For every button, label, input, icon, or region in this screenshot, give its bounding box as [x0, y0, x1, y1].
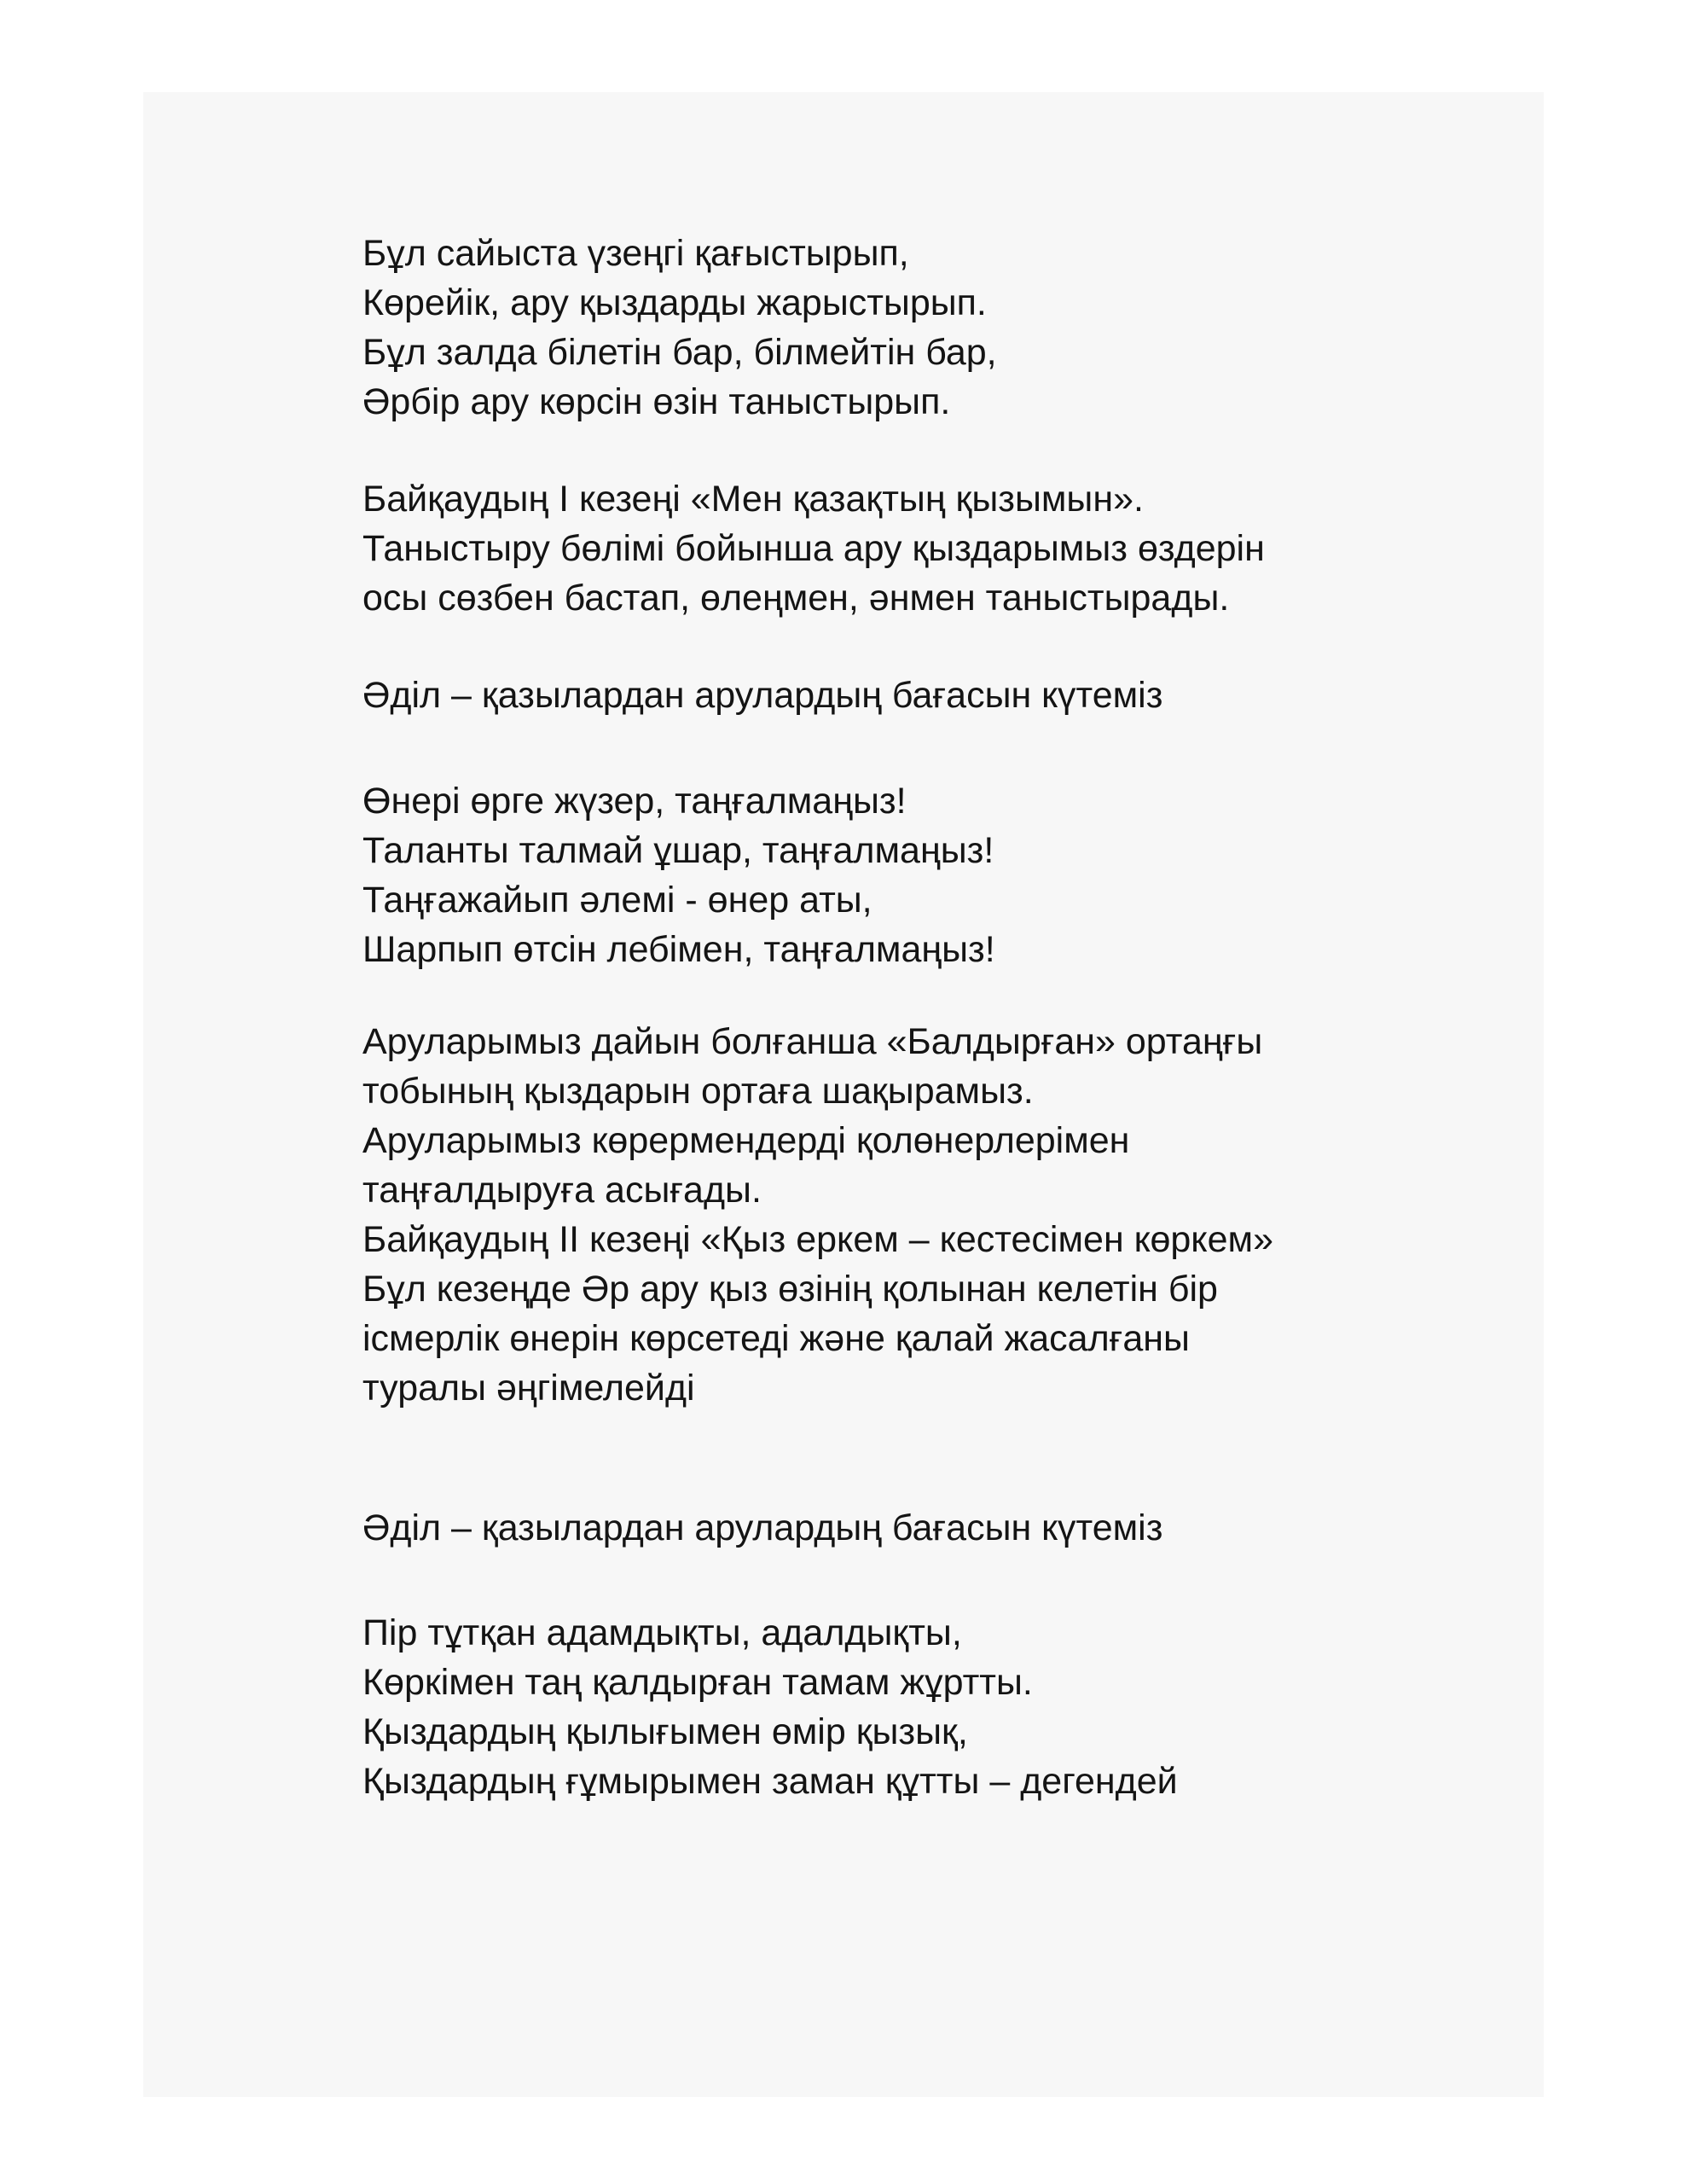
text-line: Шарпып өтсін лебімен, таңғалмаңыз! [362, 929, 995, 970]
text-line: Байқаудың ІІ кезеңі «Қыз еркем – кестесімен көркем» [362, 1219, 1273, 1260]
text-line: ісмерлік өнерін көрсетеді және қалай жасалғаны [362, 1318, 1190, 1359]
text-line: Көрейік, ару қыздарды жарыстырып. [362, 282, 987, 323]
text-line: Қыздардың қылығымен өмір қызық, [362, 1711, 968, 1752]
text-line: туралы әңгімелейді [362, 1368, 695, 1409]
text-line: Әділ – қазылардан арулардың бағасын күтеміз [362, 675, 1163, 716]
text-line: Бұл сайыста үзеңгі қағыстырып, [362, 233, 909, 274]
text-line: Қыздардың ғұмырымен заман құтты – дегендей [362, 1761, 1178, 1802]
text-line: Таңғажайып әлемі - өнер аты, [362, 880, 872, 921]
stage-one-intro [362, 474, 1505, 623]
text-line: осы сөзбен бастап, өлеңмен, әнмен таныстырады. [362, 578, 1230, 619]
poem-stanza-2 [362, 776, 1505, 974]
judges-line-1 [362, 671, 1505, 720]
text-line: тобының қыздарын ортаға шақырамыз. [362, 1071, 1034, 1112]
text-line: Көркімен таң қалдырған тамам жұртты. [362, 1662, 1033, 1703]
stage-two-intro [362, 1017, 1505, 1413]
text-line: Аруларымыз көрермендерді қолөнерлерімен [362, 1120, 1130, 1161]
text-line: Аруларымыз дайын болғанша «Балдырған» ортаңғы [362, 1021, 1263, 1062]
text-line: Таныстыру бөлімі бойынша ару қыздарымыз өздерін [362, 528, 1265, 569]
text-line: Пір тұтқан адамдықты, адалдықты, [362, 1612, 962, 1653]
text-line: Таланты талмай ұшар, таңғалмаңыз! [362, 830, 994, 871]
text-line: Өнері өрге жүзер, таңғалмаңыз! [362, 781, 907, 822]
poem-stanza-3 [362, 1608, 1505, 1806]
text-line: Байқаудың І кезеңі «Мен қазақтың қызымын». [362, 479, 1144, 520]
text-line: таңғалдыруға асығады. [362, 1170, 762, 1211]
text-line: Әрбір ару көрсін өзін таныстырып. [362, 381, 951, 422]
text-line: Бұл кезеңде Әр ару қыз өзінің қолынан келетін бір [362, 1269, 1218, 1310]
text-line: Әділ – қазылардан арулардың бағасын күтеміз [362, 1507, 1163, 1548]
judges-line-2 [362, 1503, 1505, 1553]
text-line: Бұл залда білетін бар, білмейтін бар, [362, 332, 997, 373]
poem-stanza-1 [362, 229, 1505, 427]
